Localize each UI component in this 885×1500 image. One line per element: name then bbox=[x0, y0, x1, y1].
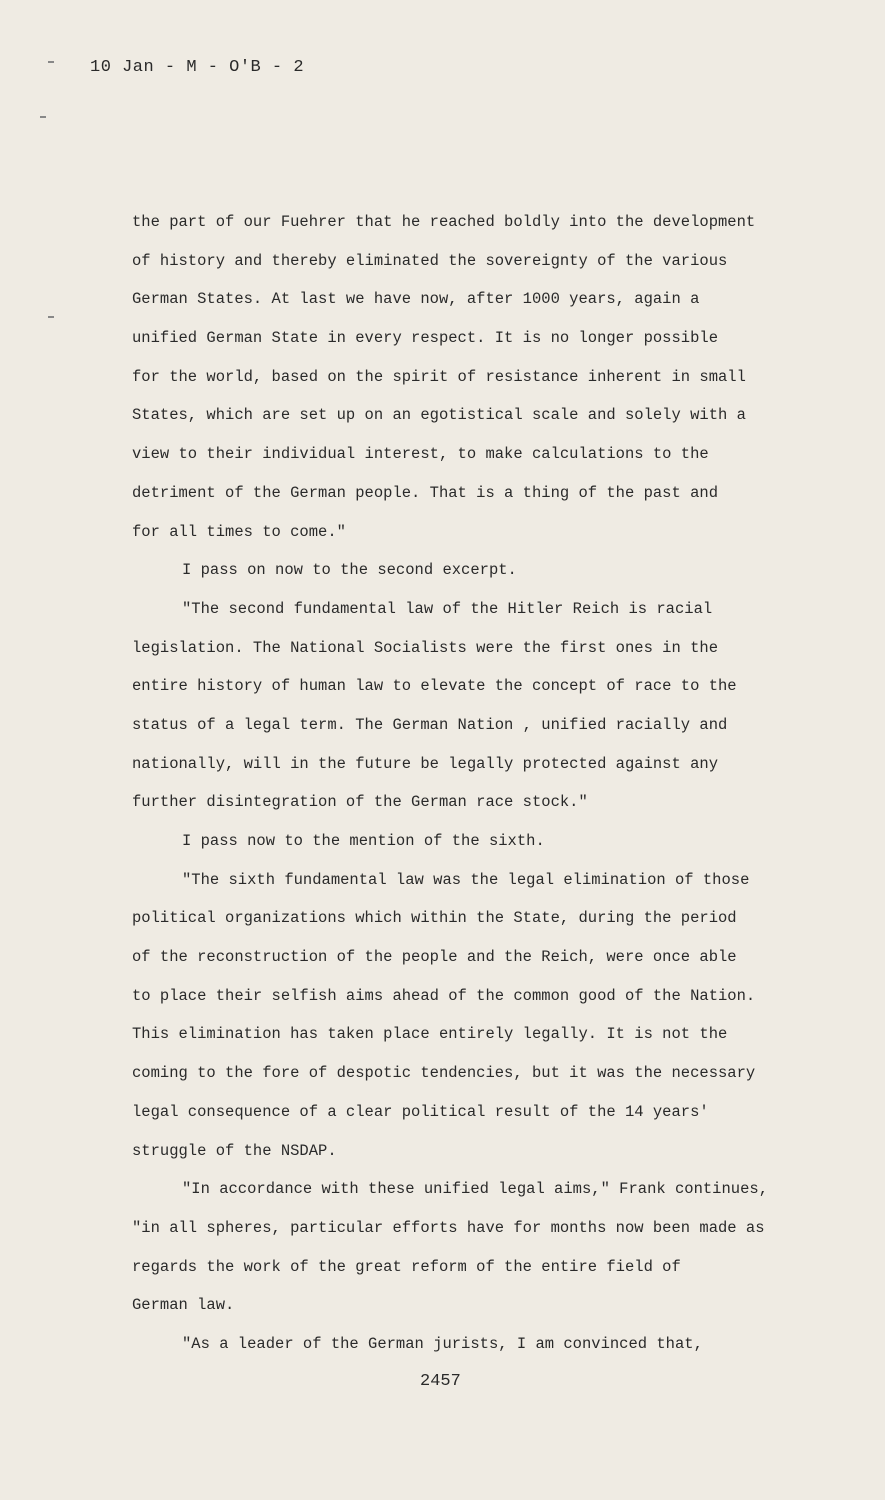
text-line: I pass on now to the second excerpt. bbox=[182, 561, 517, 580]
text-line: for all times to come." bbox=[132, 522, 346, 541]
text-line: German law. bbox=[132, 1296, 235, 1315]
paragraph bbox=[132, 861, 802, 1171]
text-line: German States. At last we have now, after 1000 years, again a bbox=[132, 290, 700, 309]
text-line: of the reconstruction of the people and the Reich, were once able bbox=[132, 948, 737, 967]
text-line: status of a legal term. The German Nation , unified racially and bbox=[132, 715, 728, 734]
text-line: to place their selfish aims ahead of the common good of the Nation. bbox=[132, 986, 756, 1005]
text-line: "in all spheres, particular efforts have for months now been made as bbox=[132, 1218, 765, 1237]
text-line: for the world, based on the spirit of resistance inherent in small bbox=[132, 367, 746, 386]
text-line: legislation. The National Socialists were the first ones in the bbox=[132, 638, 718, 657]
page-number: 2457 bbox=[420, 1372, 461, 1391]
text-line: "In accordance with these unified legal aims," Frank continues, bbox=[182, 1180, 768, 1199]
paragraph bbox=[132, 203, 802, 551]
page-header: 10 Jan - M - O'B - 2 bbox=[90, 58, 305, 77]
text-line: This elimination has taken place entirely legally. It is not the bbox=[132, 1025, 728, 1044]
paragraph bbox=[132, 1170, 802, 1325]
text-line: of history and thereby eliminated the sovereignty of the various bbox=[132, 251, 728, 270]
text-line: unified German State in every respect. It is no longer possible bbox=[132, 329, 718, 348]
text-line: further disintegration of the German race stock." bbox=[132, 793, 588, 812]
text-line: coming to the fore of despotic tendencies, but it was the necessary bbox=[132, 1064, 756, 1083]
margin-mark bbox=[40, 116, 46, 118]
paragraph bbox=[132, 590, 802, 822]
text-line: "As a leader of the German jurists, I am convinced that, bbox=[182, 1334, 703, 1353]
text-line: nationally, will in the future be legally protected against any bbox=[132, 754, 718, 773]
text-line: the part of our Fuehrer that he reached boldly into the development bbox=[132, 213, 756, 231]
text-line: States, which are set up on an egotistical scale and solely with a bbox=[132, 406, 746, 425]
text-line: legal consequence of a clear political result of the 14 years' bbox=[132, 1102, 709, 1121]
margin-mark bbox=[48, 61, 54, 63]
body-text bbox=[132, 203, 802, 1364]
paragraph bbox=[132, 822, 802, 861]
margin-mark bbox=[48, 316, 54, 318]
text-line: struggle of the NSDAP. bbox=[132, 1141, 337, 1160]
text-line: entire history of human law to elevate the concept of race to the bbox=[132, 677, 737, 696]
text-line: political organizations which within the State, during the period bbox=[132, 909, 737, 928]
paragraph bbox=[132, 1325, 802, 1364]
text-line: detriment of the German people. That is a thing of the past and bbox=[132, 483, 718, 502]
text-line: I pass now to the mention of the sixth. bbox=[182, 832, 545, 850]
paragraph bbox=[132, 551, 802, 590]
text-line: "The sixth fundamental law was the legal elimination of those bbox=[182, 870, 750, 889]
text-line: "The second fundamental law of the Hitler Reich is racial bbox=[182, 599, 713, 618]
text-line: regards the work of the great reform of the entire field of bbox=[132, 1257, 681, 1276]
text-line: view to their individual interest, to make calculations to the bbox=[132, 445, 709, 464]
